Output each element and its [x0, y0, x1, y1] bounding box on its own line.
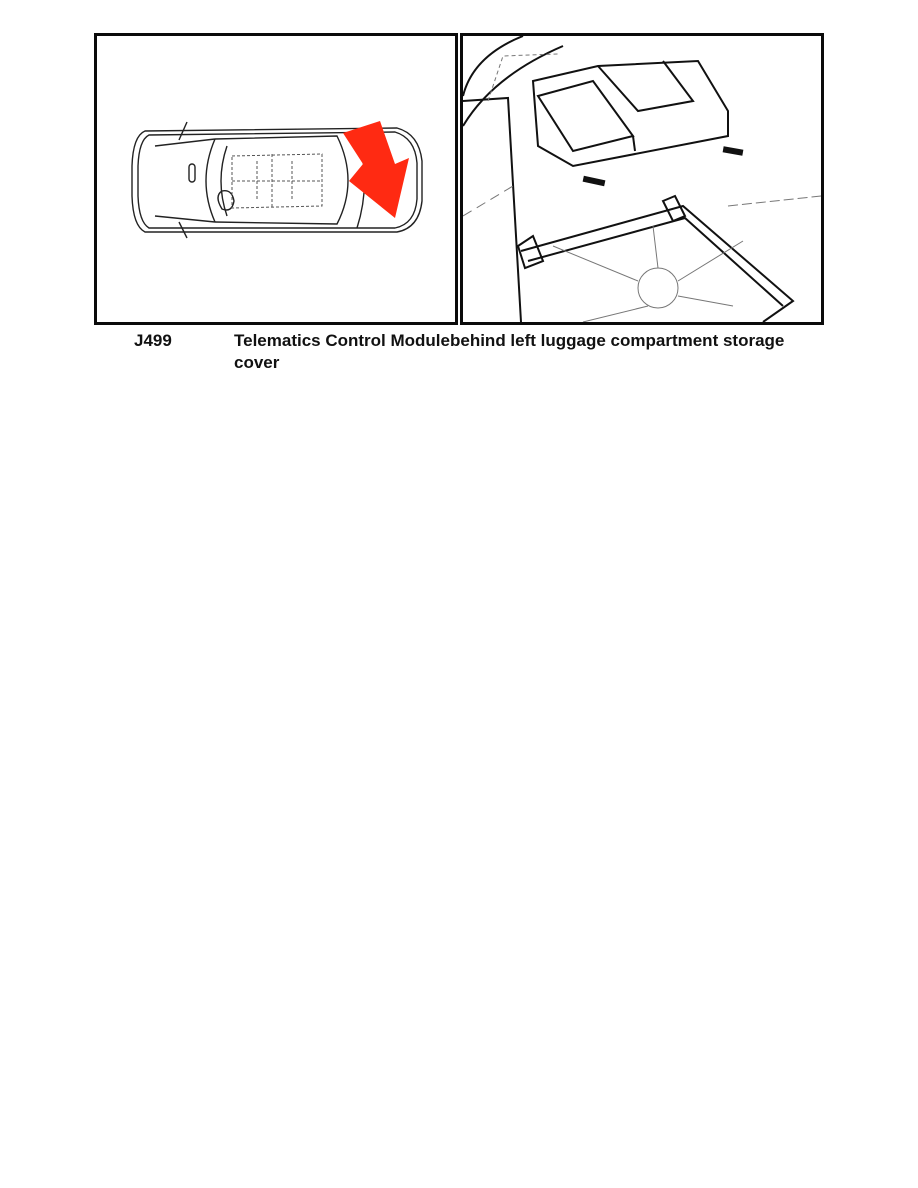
component-code: J499 — [134, 331, 172, 350]
module-detail-figure — [460, 33, 824, 325]
car-top-view-illustration — [97, 36, 455, 322]
red-arrow-icon — [343, 121, 409, 218]
control-module-illustration — [463, 36, 821, 322]
car-location-figure — [94, 33, 458, 325]
component-description: Telematics Control Modulebehind left luggage compartment storage cover — [234, 331, 785, 372]
